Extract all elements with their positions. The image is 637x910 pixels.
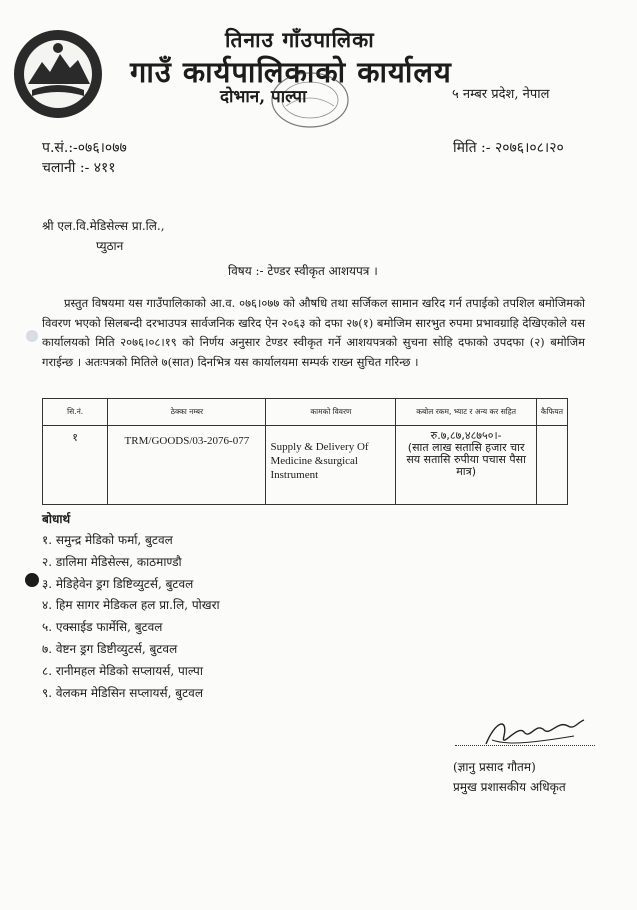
amount-words: (सात लाख सतासि हजार चार सय सतासि रुपीया पचास पैसा मात्र) xyxy=(406,441,526,478)
list-item: ९. वेलकम मेडिसिन सप्लायर्स, बुटवल xyxy=(42,685,203,700)
list-item: ४. हिम सागर मेडिकल हल प्रा.लि, पोखरा xyxy=(42,598,220,613)
signatory-title: प्रमुख प्रशासकीय अधिकृत xyxy=(453,780,566,794)
office-address: दोभान, पाल्पा xyxy=(220,87,307,107)
signature-line xyxy=(455,745,595,746)
amount-figure: रु.७,८७,४८७५०।- xyxy=(430,429,502,442)
cell-description: Supply & Delivery Of Medicine &surgical Instrument xyxy=(266,426,396,505)
col-header-amount: कबोल रकम, भ्याट र अन्य कर सहित xyxy=(396,399,536,426)
list-item: ३. मेडिहेवेन ड्रग डिष्टिव्युटर्स, बुटवल xyxy=(42,576,194,591)
col-header-description: कामको विवरण xyxy=(266,399,396,426)
punch-hole-dark xyxy=(25,573,39,587)
dispatch-number: चलानी :- ४११ xyxy=(42,160,116,176)
signatory-name: (ज्ञानु प्रसाद गौतम) xyxy=(453,760,536,774)
letter-body: प्रस्तुत विषयमा यस गाउँपालिकाको आ.व. ०७६।०७७ को औषधि तथा सर्जिकल सामान खरिद गर्न तपाईको तपशिल बमोजिमको विवरण भएको सिलबन्दी दरभाउपत्र सार्वजनिक खरिद ऐन २०६३ को दफा २७(१) बमोजिम सारभुत रुपमा प्रभावग्राहि देखिएकोले यस कार्यालयको मिति २०७६।०८।१९ को निर्णय अनुसार टेण्डर स्वीकृत गर्ने आशयपत्रको सुचना सोहि दफाको उपदफा (२) बमोजिम गराईन्छ । अतःपत्रको मितिले ७(सात) दिनभित्र यस कार्यालयमा सम्पर्क राख्न सुचित गरिन्छ । xyxy=(42,296,585,369)
recipient-place: प्युठान xyxy=(96,239,124,253)
list-item: ७. वेष्टन ड्रग डिष्टीव्युटर्स, बुटवल xyxy=(42,641,178,656)
handwritten-signature xyxy=(478,710,588,755)
municipality-name: तिनाउ गाँउपालिका xyxy=(225,27,375,52)
list-item: १. समुन्द्र मेडिको फर्मा, बुटवल xyxy=(42,533,173,547)
municipality-emblem-icon xyxy=(12,28,104,120)
recipient-block xyxy=(42,216,165,256)
list-item: ५. एक्साईड फार्मेसि, बुटवल xyxy=(42,620,163,635)
cell-remarks xyxy=(536,426,567,505)
col-header-remarks: कैफियत xyxy=(536,399,567,426)
copies-list xyxy=(42,530,220,704)
list-item: ८. रानीमहल मेडिको सप्लायर्स, पाल्पा xyxy=(42,663,203,678)
office-name: गाउँ कार्यपालिकाको कार्यालय xyxy=(130,55,452,89)
table-header-row xyxy=(43,399,568,426)
list-item: २. डालिमा मेडिसेल्स, काठमाण्डौ xyxy=(42,554,182,569)
subject-line: विषय :- टेण्डर स्वीकृत आशयपत्र । xyxy=(228,264,378,278)
cell-sn: १ xyxy=(43,426,108,505)
copies-title: बोधार्थ xyxy=(42,512,71,526)
col-header-contract: ठेक्का नम्बर xyxy=(108,399,266,426)
punch-hole xyxy=(26,330,38,342)
cell-contract-no: TRM/GOODS/03-2076-077 xyxy=(108,426,266,505)
recipient-name: श्री एल.वि.मेडिसेल्स प्रा.लि., xyxy=(42,219,165,233)
province: ५ नम्बर प्रदेश, नेपाल xyxy=(452,87,550,102)
cell-amount xyxy=(396,426,536,505)
letter-date: मिति :- २०७६।०८।२० xyxy=(453,140,564,156)
office-stamp xyxy=(268,70,352,130)
table-row xyxy=(43,426,568,505)
reference-block xyxy=(42,138,127,178)
reference-number: प.सं.:-०७६।०७७ xyxy=(42,140,127,156)
col-header-sn: सि.नं. xyxy=(43,399,108,426)
tender-table xyxy=(42,398,568,505)
